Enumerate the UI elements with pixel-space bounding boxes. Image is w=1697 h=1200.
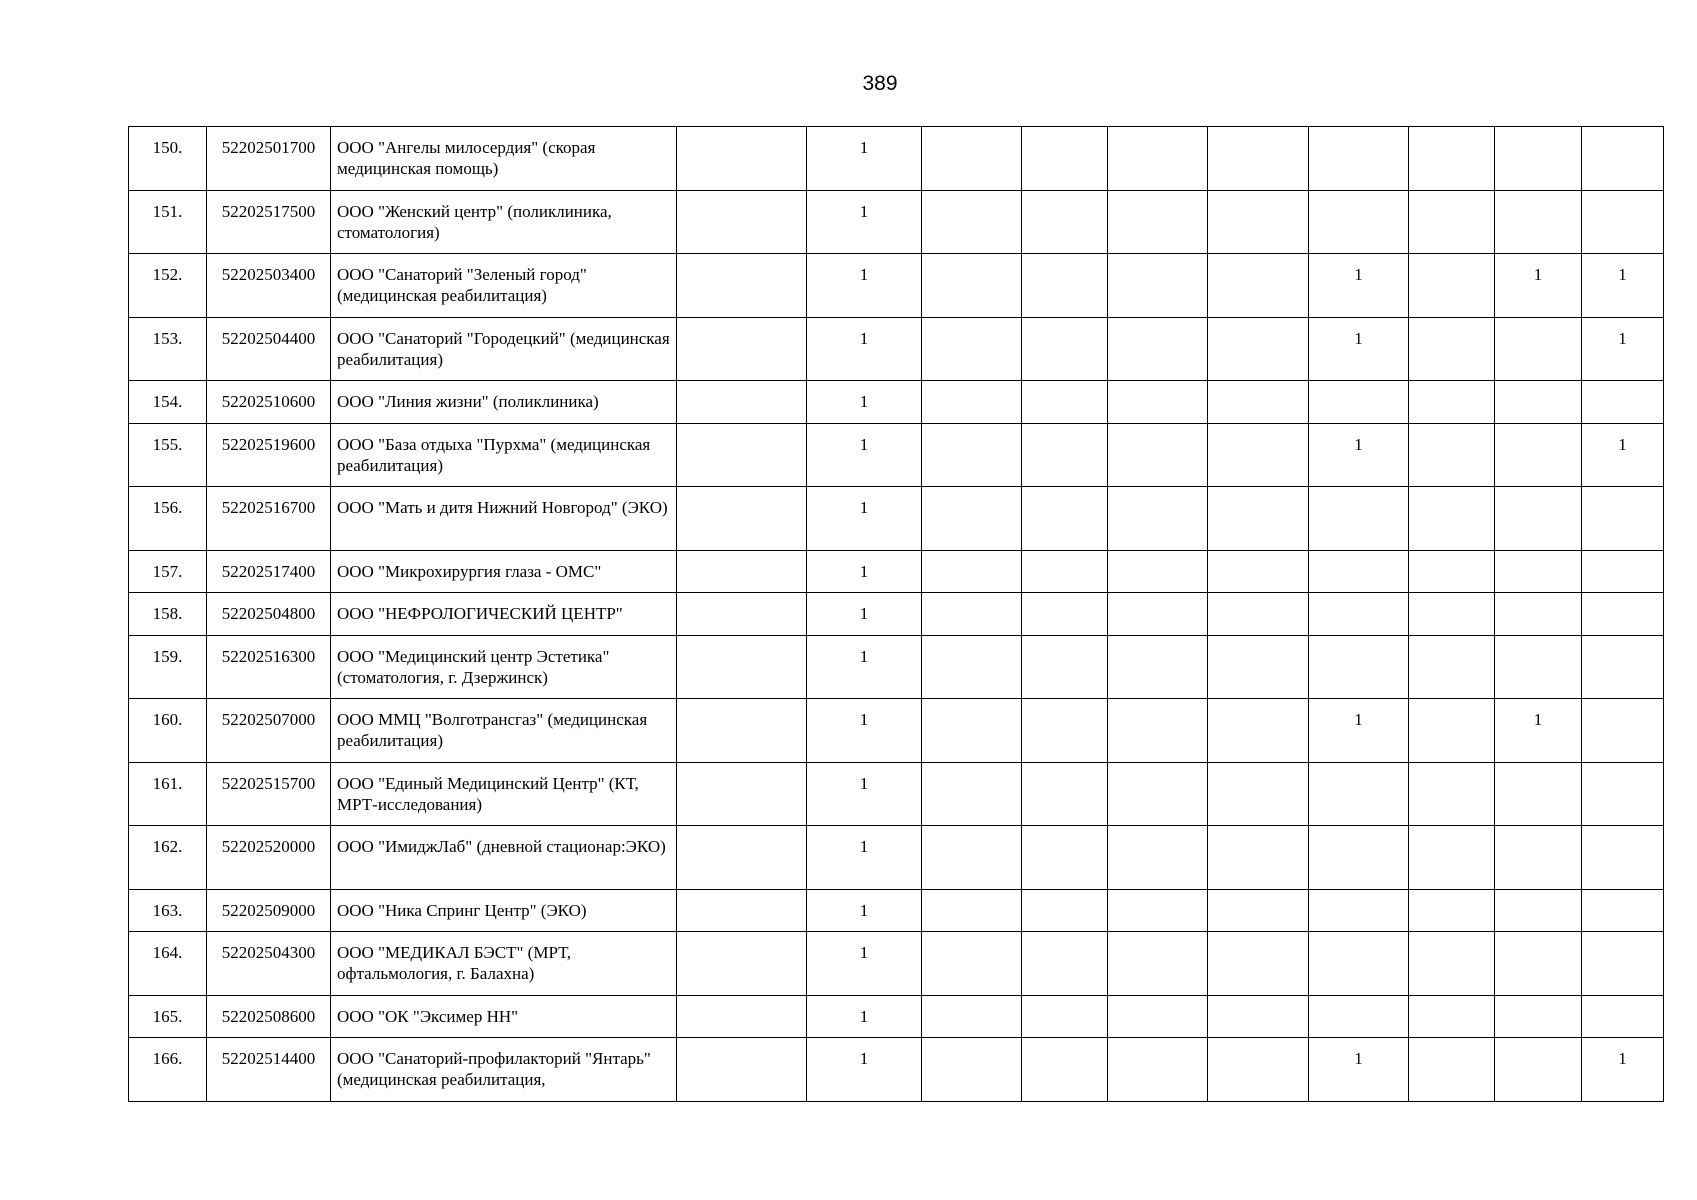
flag-cell (1495, 127, 1582, 191)
organization-name-cell: ООО "Линия жизни" (поликлиника) (331, 381, 677, 424)
table-row (129, 699, 1664, 763)
flag-cell: 1 (807, 127, 922, 191)
flag-cell (677, 550, 807, 593)
flag-cell (1582, 995, 1664, 1038)
flag-cell (1309, 381, 1409, 424)
flag-cell (1495, 317, 1582, 381)
flag-cell (1495, 889, 1582, 932)
flag-cell (1409, 826, 1495, 890)
flag-cell (1495, 487, 1582, 551)
registry-code-cell: 52202508600 (207, 995, 331, 1038)
table-row (129, 487, 1664, 551)
flag-cell (1208, 762, 1309, 826)
flag-cell (1108, 635, 1208, 699)
flag-cell (1108, 699, 1208, 763)
row-number-cell: 163. (129, 889, 207, 932)
organization-name-cell: ООО "Женский центр" (поликлиника, стоматология) (331, 190, 677, 254)
flag-cell (1409, 635, 1495, 699)
flag-cell (1309, 487, 1409, 551)
flag-cell (922, 1038, 1022, 1102)
flag-cell (1022, 1038, 1108, 1102)
registry-code-cell: 52202501700 (207, 127, 331, 191)
flag-cell (1309, 550, 1409, 593)
registry-code-cell: 52202520000 (207, 826, 331, 890)
flag-cell (1309, 995, 1409, 1038)
flag-cell: 1 (807, 932, 922, 996)
flag-cell (1495, 995, 1582, 1038)
flag-cell (677, 423, 807, 487)
flag-cell (677, 762, 807, 826)
registry-code-cell: 52202503400 (207, 254, 331, 318)
row-number-cell: 164. (129, 932, 207, 996)
flag-cell: 1 (1582, 254, 1664, 318)
flag-cell (1208, 423, 1309, 487)
organization-name-cell: ООО "ИмиджЛаб" (дневной стационар:ЭКО) (331, 826, 677, 890)
flag-cell (1208, 995, 1309, 1038)
flag-cell (1582, 127, 1664, 191)
flag-cell (1309, 127, 1409, 191)
row-number-cell: 161. (129, 762, 207, 826)
flag-cell (1409, 593, 1495, 636)
organization-name-cell: ООО "Ника Спринг Центр" (ЭКО) (331, 889, 677, 932)
flag-cell (1409, 550, 1495, 593)
flag-cell (1495, 190, 1582, 254)
table-row (129, 550, 1664, 593)
flag-cell (677, 932, 807, 996)
registry-code-cell: 52202515700 (207, 762, 331, 826)
flag-cell (1208, 487, 1309, 551)
flag-cell: 1 (807, 190, 922, 254)
flag-cell: 1 (807, 381, 922, 424)
flag-cell (1409, 932, 1495, 996)
row-number-cell: 166. (129, 1038, 207, 1102)
registry-code-cell: 52202507000 (207, 699, 331, 763)
flag-cell (1022, 423, 1108, 487)
flag-cell (1409, 423, 1495, 487)
flag-cell (1495, 932, 1582, 996)
flag-cell (922, 317, 1022, 381)
flag-cell: 1 (1309, 1038, 1409, 1102)
row-number-cell: 159. (129, 635, 207, 699)
flag-cell (1108, 593, 1208, 636)
flag-cell (1409, 995, 1495, 1038)
organization-name-cell: ООО "Санаторий "Городецкий" (медицинская реабилитация) (331, 317, 677, 381)
flag-cell (1108, 487, 1208, 551)
flag-cell (1208, 550, 1309, 593)
flag-cell: 1 (1309, 317, 1409, 381)
organization-name-cell: ООО "Мать и дитя Нижний Новгород" (ЭКО) (331, 487, 677, 551)
flag-cell (1409, 190, 1495, 254)
flag-cell (1108, 381, 1208, 424)
flag-cell: 1 (807, 699, 922, 763)
flag-cell (922, 487, 1022, 551)
flag-cell (677, 127, 807, 191)
organization-name-cell: ООО "База отдыха "Пурхма" (медицинская реабилитация) (331, 423, 677, 487)
flag-cell (1108, 550, 1208, 593)
organization-name-cell: ООО "Микрохирургия глаза - ОМС" (331, 550, 677, 593)
registry-code-cell: 52202509000 (207, 889, 331, 932)
flag-cell (677, 635, 807, 699)
row-number-cell: 154. (129, 381, 207, 424)
flag-cell (922, 190, 1022, 254)
flag-cell (1309, 593, 1409, 636)
table-body (129, 127, 1664, 1102)
flag-cell (1409, 889, 1495, 932)
flag-cell (677, 889, 807, 932)
registry-code-cell: 52202510600 (207, 381, 331, 424)
table-row (129, 932, 1664, 996)
flag-cell (1108, 932, 1208, 996)
flag-cell (1309, 635, 1409, 699)
table-row (129, 127, 1664, 191)
flag-cell: 1 (807, 550, 922, 593)
flag-cell (677, 254, 807, 318)
flag-cell: 1 (807, 995, 922, 1038)
registry-code-cell: 52202504800 (207, 593, 331, 636)
flag-cell (1108, 127, 1208, 191)
flag-cell: 1 (807, 635, 922, 699)
row-number-cell: 151. (129, 190, 207, 254)
flag-cell (1208, 889, 1309, 932)
flag-cell (1582, 889, 1664, 932)
flag-cell (922, 635, 1022, 699)
table-row (129, 762, 1664, 826)
flag-cell (1582, 487, 1664, 551)
flag-cell (1208, 635, 1309, 699)
flag-cell (677, 995, 807, 1038)
flag-cell (1022, 381, 1108, 424)
registry-code-cell: 52202517500 (207, 190, 331, 254)
flag-cell (1208, 932, 1309, 996)
registry-code-cell: 52202519600 (207, 423, 331, 487)
flag-cell (922, 550, 1022, 593)
flag-cell (1108, 762, 1208, 826)
flag-cell (1582, 550, 1664, 593)
flag-cell: 1 (807, 826, 922, 890)
flag-cell (1309, 889, 1409, 932)
flag-cell (1022, 889, 1108, 932)
flag-cell (677, 593, 807, 636)
row-number-cell: 155. (129, 423, 207, 487)
table-row (129, 826, 1664, 890)
flag-cell (1409, 317, 1495, 381)
flag-cell (1022, 254, 1108, 318)
table-row (129, 254, 1664, 318)
row-number-cell: 160. (129, 699, 207, 763)
flag-cell: 1 (807, 889, 922, 932)
flag-cell (1495, 423, 1582, 487)
flag-cell (1208, 254, 1309, 318)
flag-cell (1208, 190, 1309, 254)
flag-cell (1022, 762, 1108, 826)
flag-cell (677, 1038, 807, 1102)
flag-cell (1022, 826, 1108, 890)
flag-cell (1208, 381, 1309, 424)
flag-cell (1022, 190, 1108, 254)
flag-cell: 1 (807, 593, 922, 636)
flag-cell: 1 (807, 254, 922, 318)
organization-name-cell: ООО "НЕФРОЛОГИЧЕСКИЙ ЦЕНТР" (331, 593, 677, 636)
flag-cell (1582, 593, 1664, 636)
table-row (129, 190, 1664, 254)
registry-table (128, 126, 1664, 1102)
table-row (129, 995, 1664, 1038)
flag-cell (1409, 762, 1495, 826)
row-number-cell: 158. (129, 593, 207, 636)
organization-name-cell: ООО "Единый Медицинский Центр" (КТ, МРТ-исследования) (331, 762, 677, 826)
registry-code-cell: 52202516300 (207, 635, 331, 699)
flag-cell: 1 (1309, 699, 1409, 763)
flag-cell (1108, 317, 1208, 381)
flag-cell (677, 381, 807, 424)
flag-cell: 1 (807, 762, 922, 826)
row-number-cell: 153. (129, 317, 207, 381)
registry-code-cell: 52202517400 (207, 550, 331, 593)
flag-cell (1022, 127, 1108, 191)
flag-cell (1022, 932, 1108, 996)
flag-cell (1409, 381, 1495, 424)
flag-cell (1208, 699, 1309, 763)
flag-cell (1495, 635, 1582, 699)
table-row (129, 889, 1664, 932)
flag-cell: 1 (1582, 317, 1664, 381)
organization-name-cell: ООО "Ангелы милосердия" (скорая медицинская помощь) (331, 127, 677, 191)
flag-cell (1108, 1038, 1208, 1102)
registry-code-cell: 52202514400 (207, 1038, 331, 1102)
flag-cell (922, 762, 1022, 826)
flag-cell: 1 (1309, 254, 1409, 318)
flag-cell (1409, 487, 1495, 551)
flag-cell: 1 (1495, 254, 1582, 318)
flag-cell (1582, 635, 1664, 699)
flag-cell (1108, 889, 1208, 932)
flag-cell (1309, 762, 1409, 826)
flag-cell (1582, 699, 1664, 763)
row-number-cell: 150. (129, 127, 207, 191)
table-row (129, 635, 1664, 699)
row-number-cell: 152. (129, 254, 207, 318)
flag-cell (1409, 1038, 1495, 1102)
table-row (129, 317, 1664, 381)
table-row (129, 423, 1664, 487)
flag-cell: 1 (1582, 1038, 1664, 1102)
row-number-cell: 165. (129, 995, 207, 1038)
flag-cell (922, 593, 1022, 636)
flag-cell (1108, 826, 1208, 890)
flag-cell: 1 (1309, 423, 1409, 487)
flag-cell (922, 826, 1022, 890)
flag-cell (922, 995, 1022, 1038)
flag-cell (1208, 593, 1309, 636)
flag-cell (677, 317, 807, 381)
organization-name-cell: ООО "Санаторий "Зеленый город" (медицинская реабилитация) (331, 254, 677, 318)
flag-cell (922, 423, 1022, 487)
flag-cell (1022, 699, 1108, 763)
flag-cell: 1 (807, 317, 922, 381)
flag-cell (922, 699, 1022, 763)
registry-code-cell: 52202504400 (207, 317, 331, 381)
flag-cell (1022, 487, 1108, 551)
flag-cell (1022, 995, 1108, 1038)
flag-cell (922, 254, 1022, 318)
flag-cell (1409, 127, 1495, 191)
flag-cell (1022, 593, 1108, 636)
flag-cell (1582, 762, 1664, 826)
flag-cell (1495, 826, 1582, 890)
flag-cell (922, 381, 1022, 424)
table-row (129, 593, 1664, 636)
flag-cell (1208, 317, 1309, 381)
flag-cell (1495, 1038, 1582, 1102)
flag-cell (1022, 317, 1108, 381)
flag-cell (1309, 190, 1409, 254)
flag-cell (1208, 127, 1309, 191)
flag-cell (1582, 190, 1664, 254)
flag-cell (1108, 190, 1208, 254)
flag-cell (1582, 381, 1664, 424)
flag-cell: 1 (807, 487, 922, 551)
flag-cell (1495, 381, 1582, 424)
flag-cell (1495, 593, 1582, 636)
flag-cell (1409, 254, 1495, 318)
flag-cell (1022, 635, 1108, 699)
flag-cell (922, 932, 1022, 996)
flag-cell (1409, 699, 1495, 763)
registry-code-cell: 52202516700 (207, 487, 331, 551)
flag-cell (1108, 423, 1208, 487)
flag-cell: 1 (1582, 423, 1664, 487)
row-number-cell: 162. (129, 826, 207, 890)
flag-cell (1208, 826, 1309, 890)
registry-code-cell: 52202504300 (207, 932, 331, 996)
row-number-cell: 156. (129, 487, 207, 551)
flag-cell: 1 (807, 1038, 922, 1102)
flag-cell (1495, 762, 1582, 826)
table-row (129, 381, 1664, 424)
organization-name-cell: ООО "МЕДИКАЛ БЭСТ" (МРТ, офтальмология, г. Балахна) (331, 932, 677, 996)
page-number: 389 (862, 72, 898, 95)
flag-cell (1495, 550, 1582, 593)
flag-cell (1108, 995, 1208, 1038)
organization-name-cell: ООО "Санаторий-профилакторий "Янтарь" (медицинская реабилитация, (331, 1038, 677, 1102)
flag-cell (1309, 826, 1409, 890)
organization-name-cell: ООО ММЦ "Волготрансгаз" (медицинская реабилитация) (331, 699, 677, 763)
flag-cell (1309, 932, 1409, 996)
organization-name-cell: ООО "Медицинский центр Эстетика" (стоматология, г. Дзержинск) (331, 635, 677, 699)
flag-cell (677, 699, 807, 763)
flag-cell (1582, 932, 1664, 996)
flag-cell (1582, 826, 1664, 890)
flag-cell (677, 826, 807, 890)
flag-cell (1208, 1038, 1309, 1102)
flag-cell (1022, 550, 1108, 593)
flag-cell (1108, 254, 1208, 318)
flag-cell (677, 190, 807, 254)
flag-cell: 1 (807, 423, 922, 487)
row-number-cell: 157. (129, 550, 207, 593)
flag-cell (922, 889, 1022, 932)
organization-name-cell: ООО "ОК "Эксимер НН" (331, 995, 677, 1038)
flag-cell (922, 127, 1022, 191)
table-row (129, 1038, 1664, 1102)
flag-cell: 1 (1495, 699, 1582, 763)
flag-cell (677, 487, 807, 551)
